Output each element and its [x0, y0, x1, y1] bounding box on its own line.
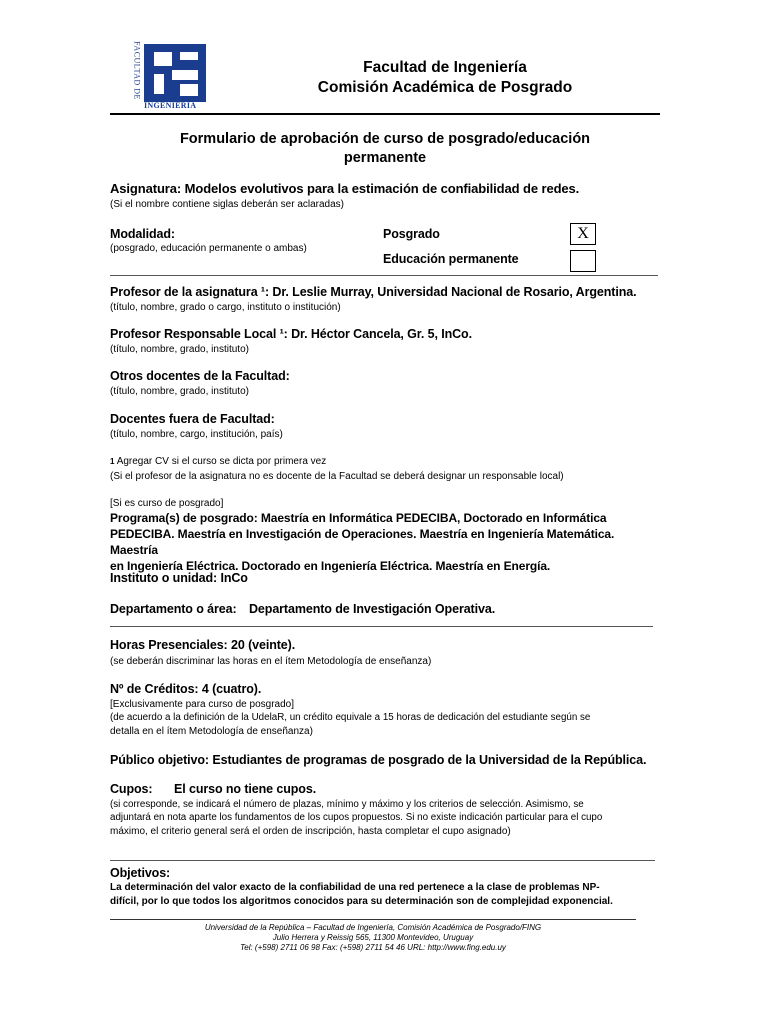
- programas-line1: Programa(s) de posgrado: Maestría en Informática PEDECIBA, Doctorado en Informática: [110, 511, 607, 525]
- cupos-note3: máximo, el criterio general será el orden de inscripción, hasta completar el cupo asignado): [110, 826, 511, 837]
- header-commission-name: Comisión Académica de Posgrado: [317, 79, 573, 96]
- footer-line1: Universidad de la República – Facultad de Ingeniería, Comisión Académica de Posgrado/FING: [204, 923, 542, 932]
- footer-line2: Julio Herrera y Reissig 565, 11300 Montevideo, Uruguay: [272, 933, 474, 942]
- publico-objetivo-label: Público objetivo: Estudiantes de programas de posgrado de la Universidad de la República.: [110, 753, 647, 767]
- responsable-label: Profesor Responsable Local ¹: Dr. Héctor Cancela, Gr. 5, InCo.: [110, 327, 472, 341]
- creditos-note2: (de acuerdo a la definición de la UdelaR, un crédito equivale a 15 horas de dedicación del estudiante según se: [110, 712, 591, 723]
- header-divider: [110, 113, 660, 115]
- header-faculty-name: Facultad de Ingeniería: [363, 59, 527, 76]
- departamento-divider: [110, 626, 653, 627]
- cupos-divider: [110, 860, 655, 861]
- objetivos-label: Objetivos:: [110, 866, 171, 880]
- otros-docentes-label: Otros docentes de la Facultad:: [110, 369, 290, 383]
- docentes-fuera-note: (título, nombre, cargo, institución, país): [110, 429, 283, 440]
- departamento-value: Departamento de Investigación Operativa.: [249, 602, 496, 616]
- cupos-value: El curso no tiene cupos.: [174, 782, 317, 796]
- footer-line3: Tel: (+598) 2711 06 98 Fax: (+598) 2711 54 46 URL: http://www.fing.edu.uy: [240, 943, 506, 952]
- programas-pre-note: [Si es curso de posgrado]: [110, 498, 224, 509]
- footer: [110, 923, 636, 953]
- posgrado-option-label: Posgrado: [383, 227, 440, 241]
- creditos-label: Nº de Créditos: 4 (cuatro).: [110, 682, 262, 696]
- logo-vertical-text: FACULTAD DE: [132, 41, 142, 100]
- form-title: [110, 130, 660, 168]
- faculty-logo: [132, 41, 208, 110]
- objetivos-text: [110, 881, 660, 909]
- cupos-note1: (si corresponde, se indicará el número de plazas, mínimo y máximo y los criterios de selección. Asimismo, se: [110, 799, 584, 810]
- footnote-line2: (Si el profesor de la asignatura no es docente de la Facultad se deberá designar un responsable local): [110, 471, 564, 482]
- footnote-line1: Agregar CV si el curso se dicta por primera vez: [116, 456, 327, 467]
- profesor-label: Profesor de la asignatura ¹: Dr. Leslie Murray, Universidad Nacional de Rosario, Argentina.: [110, 285, 637, 299]
- creditos-note1: [Exclusivamente para curso de posgrado]: [110, 699, 294, 710]
- form-title-line2: permanente: [343, 150, 427, 166]
- modalidad-label: Modalidad:: [110, 227, 175, 241]
- responsable-note: (título, nombre, grado, instituto): [110, 344, 249, 355]
- logo-bottom-text: INGENIERIA: [144, 101, 197, 110]
- programas-line2: PEDECIBA. Maestría en Investigación de Operaciones. Maestría en Ingeniería Matemática. Maestría: [110, 527, 615, 557]
- edu-permanente-checkbox[interactable]: [570, 250, 596, 272]
- edu-permanente-option-label: Educación permanente: [383, 252, 519, 266]
- objetivos-line2: difícil, por lo que todos los algoritmos conocidos para su determinación son de complejidad exponencial.: [110, 896, 613, 907]
- horas-label: Horas Presenciales: 20 (veinte).: [110, 638, 296, 652]
- profesor-note: (título, nombre, grado o cargo, instituto o institución): [110, 302, 341, 313]
- cupos-label: Cupos:: [110, 782, 153, 796]
- instituto-label: Instituto o unidad: InCo: [110, 571, 248, 585]
- programas-block: [110, 510, 660, 574]
- footnote-mark: 1: [110, 457, 115, 466]
- docentes-fuera-label: Docentes fuera de Facultad:: [110, 412, 275, 426]
- modalidad-divider: [110, 275, 658, 276]
- cupos-note2: adjuntará en nota aparte los fundamentos de los cupos propuestos. Si no existe indicación particular para el cupo: [110, 812, 603, 823]
- creditos-note3: detalla en el ítem Metodología de enseñanza): [110, 726, 313, 737]
- modalidad-note: (posgrado, educación permanente o ambas): [110, 243, 307, 254]
- footnote: [110, 455, 326, 468]
- horas-note: (se deberán discriminar las horas en el ítem Metodología de enseñanza): [110, 656, 432, 667]
- footer-divider: [110, 919, 636, 920]
- asignatura-note: (Si el nombre contiene siglas deberán ser aclaradas): [110, 199, 345, 210]
- otros-docentes-note: (título, nombre, grado, instituto): [110, 386, 249, 397]
- departamento-label: Departamento o área:: [110, 602, 237, 616]
- posgrado-checkbox[interactable]: X: [570, 223, 596, 245]
- objetivos-line1: La determinación del valor exacto de la confiabilidad de una red pertenece a la clase de problemas NP-: [110, 882, 600, 893]
- programas-line3: en Ingeniería Eléctrica. Doctorado en Ingeniería Eléctrica. Maestría en Energía.: [110, 559, 551, 573]
- asignatura-label: Asignatura: Modelos evolutivos para la estimación de confiabilidad de redes.: [110, 181, 580, 196]
- form-title-line1: Formulario de aprobación de curso de posgrado/educación: [179, 131, 591, 147]
